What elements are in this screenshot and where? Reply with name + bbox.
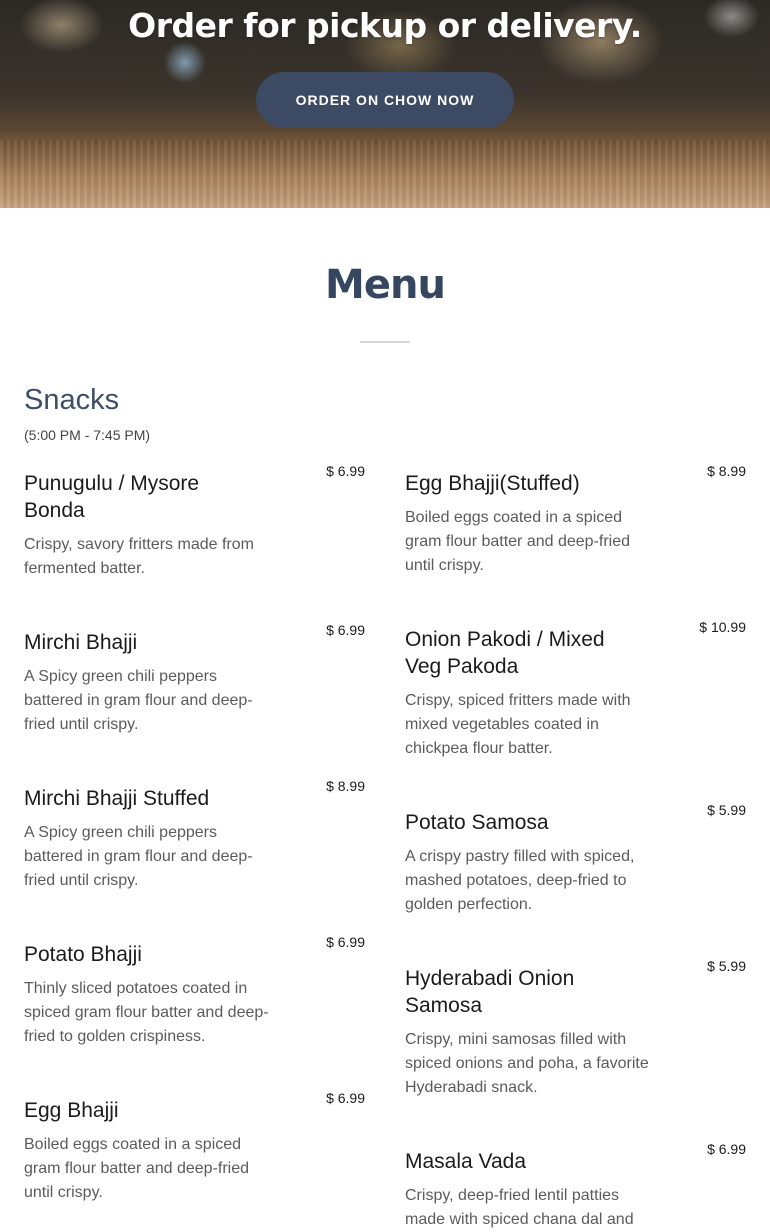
menu-item-name: Masala Vada [405,1150,527,1173]
menu-item-name: Potato Bhajji [24,943,142,966]
menu-item-description: Crispy, mini samosas filled with spiced onions and poha, a favorite Hyderabadi snack. [405,1031,649,1096]
hero-banner [0,0,770,208]
section-hours: (5:00 PM - 7:45 PM) [24,427,151,443]
menu-item-description: Crispy, savory fritters made from fermented batter. [24,536,254,577]
menu-item-name: Onion Pakodi / Mixed Veg Pakoda [405,628,605,678]
menu-item-price: $ 6.99 [326,463,365,479]
menu-item [24,463,369,581]
menu-item-name: Punugulu / Mysore Bonda [24,472,200,522]
menu-item-name: Hyderabadi Onion Samosa [405,967,575,1017]
menu-item-price: $ 6.99 [326,622,365,638]
menu-item [405,463,750,578]
menu-divider [360,341,410,343]
menu-item-price: $ 6.99 [326,1090,365,1106]
menu-title: Menu [325,262,445,308]
menu-item-description: Thinly sliced potatoes coated in spiced gram flour batter and deep-fried to golden crispiness. [24,980,269,1045]
menu-item [24,778,369,893]
menu-item [405,958,750,1100]
menu-item-name: Potato Samosa [405,811,549,834]
menu-item-description: A Spicy green chili peppers battered in gram flour and deep-fried until crispy. [24,668,253,733]
menu-item-price: $ 6.99 [326,934,365,950]
menu-item [24,934,369,1049]
menu-item [405,802,750,917]
menu-item-description: Boiled eggs coated in a spiced gram flour batter and deep-fried until crispy. [24,1136,250,1201]
order-on-chow-now-button[interactable]: ORDER ON CHOW NOW [256,72,514,128]
menu-item-description: Crispy, deep-fried lentil patties made with spiced chana dal and [405,1187,634,1228]
menu-item [405,619,750,761]
menu-item-name: Mirchi Bhajji Stuffed [24,787,210,810]
menu-item-description: A Spicy green chili peppers battered in gram flour and deep-fried until crispy. [24,824,253,889]
menu-item-name: Egg Bhajji(Stuffed) [405,472,580,495]
menu-item [24,1090,369,1205]
menu-item-description: Boiled eggs coated in a spiced gram flour batter and deep-fried until crispy. [405,509,631,574]
menu-item-price: $ 5.99 [707,802,746,818]
menu-item-price: $ 5.99 [707,958,746,974]
menu-item-description: A crispy pastry filled with spiced, mashed potatoes, deep-fried to golden perfection. [405,848,635,913]
menu-item-price: $ 8.99 [326,778,365,794]
menu-item-description: Crispy, spiced fritters made with mixed vegetables coated in chickpea flour batter. [405,692,631,757]
menu-item-name: Egg Bhajji [24,1099,119,1122]
menu-item-price: $ 10.99 [699,619,746,635]
menu-item-price: $ 6.99 [707,1141,746,1157]
menu-item-name: Mirchi Bhajji [24,631,138,654]
menu-item-price: $ 8.99 [707,463,746,479]
menu-item [405,1141,750,1232]
menu-item [24,622,369,737]
hero-title: Order for pickup or delivery. [128,6,642,45]
section-title: Snacks [24,384,120,416]
